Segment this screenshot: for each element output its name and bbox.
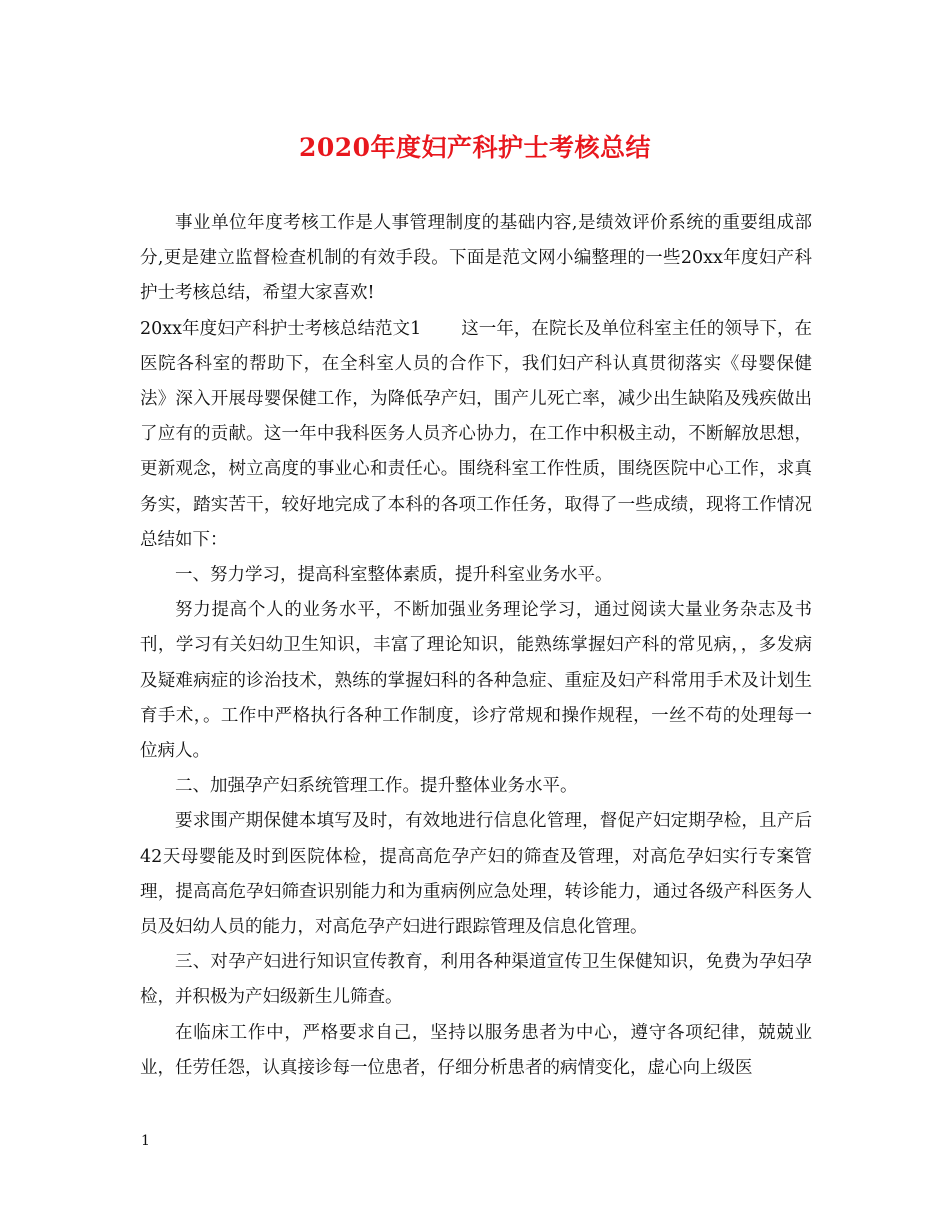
sample-paragraph [140, 312, 812, 558]
sample-paragraph-text: 这一年，在院长及单位科室主任的领导下，在医院各科室的帮助下，在全科室人员的合作下，我们妇产科认真贯彻落实《母婴保健法》深入开展母婴保健工作，为降低孕产妇，围产儿死亡率，减少出生缺陷及残疾做出了应有的贡献。这一年中我科医务人员齐心协力，在工作中积极主动，不断解放思想，更新观念，树立高度的事业心和责任心。围绕科室工作性质，围绕医院中心工作，求真务实，踏实苦干，较好地完成了本科的各项工作任务，取得了一些成绩，现将工作情况总结如下： [140, 318, 813, 550]
section-paragraph-3: 在临床工作中，严格要求自己，坚持以服务患者为中心，遵守各项纪律，兢兢业业，任劳任怨，认真接诊每一位患者，仔细分析患者的病情变化，虚心向上级医 [140, 1022, 812, 1078]
section-heading-1: 一、努力学习，提高科室整体素质，提升科室业务水平。 [175, 565, 613, 586]
section-heading-2: 二、加强孕产妇系统管理工作。提升整体业务水平。 [175, 776, 578, 797]
document-body [140, 206, 812, 1086]
section-paragraph-1: 努力提高个人的业务水平，不断加强业务理论学习，通过阅读大量业务杂志及书刊，学习有关妇幼卫生知识，丰富了理论知识，能熟练掌握妇产科的常见病，，多发病及疑难病症的诊治技术，熟练的掌握妇科的各种急症、重症及妇产科常用手术及计划生育手术，。工作中严格执行各种工作制度，诊疗常规和操作规程，一丝不苟的处理每一位病人。 [140, 600, 812, 762]
section-paragraph-2: 要求围产期保健本填写及时，有效地进行信息化管理，督促产妇定期孕检，且产后42天母婴能及时到医院体检，提高高危孕产妇的筛查及管理，对高危孕妇实行专案管理，提高高危孕妇筛查识别能力和为重病例应急处理，转诊能力，通过各级产科医务人员及妇幼人员的能力，对高危孕产妇进行跟踪管理及信息化管理。 [140, 811, 812, 938]
document-title: 2020年度妇产科护士考核总结 [298, 133, 652, 162]
sample-heading: 20xx年度妇产科护士考核总结范文1 [140, 318, 422, 339]
page-number: 1 [141, 1133, 150, 1149]
intro-paragraph: 事业单位年度考核工作是人事管理制度的基础内容,是绩效评价系统的重要组成部分,更是建立监督检查机制的有效手段。下面是范文网小编整理的一些20xx年度妇产科护士考核总结，希望大家喜欢! [140, 213, 812, 304]
section-heading-3: 三、对孕产妇进行知识宣传教育，利用各种渠道宣传卫生保健知识，免费为孕妇孕检，并积极为产妇级新生儿筛查。 [140, 952, 812, 1008]
